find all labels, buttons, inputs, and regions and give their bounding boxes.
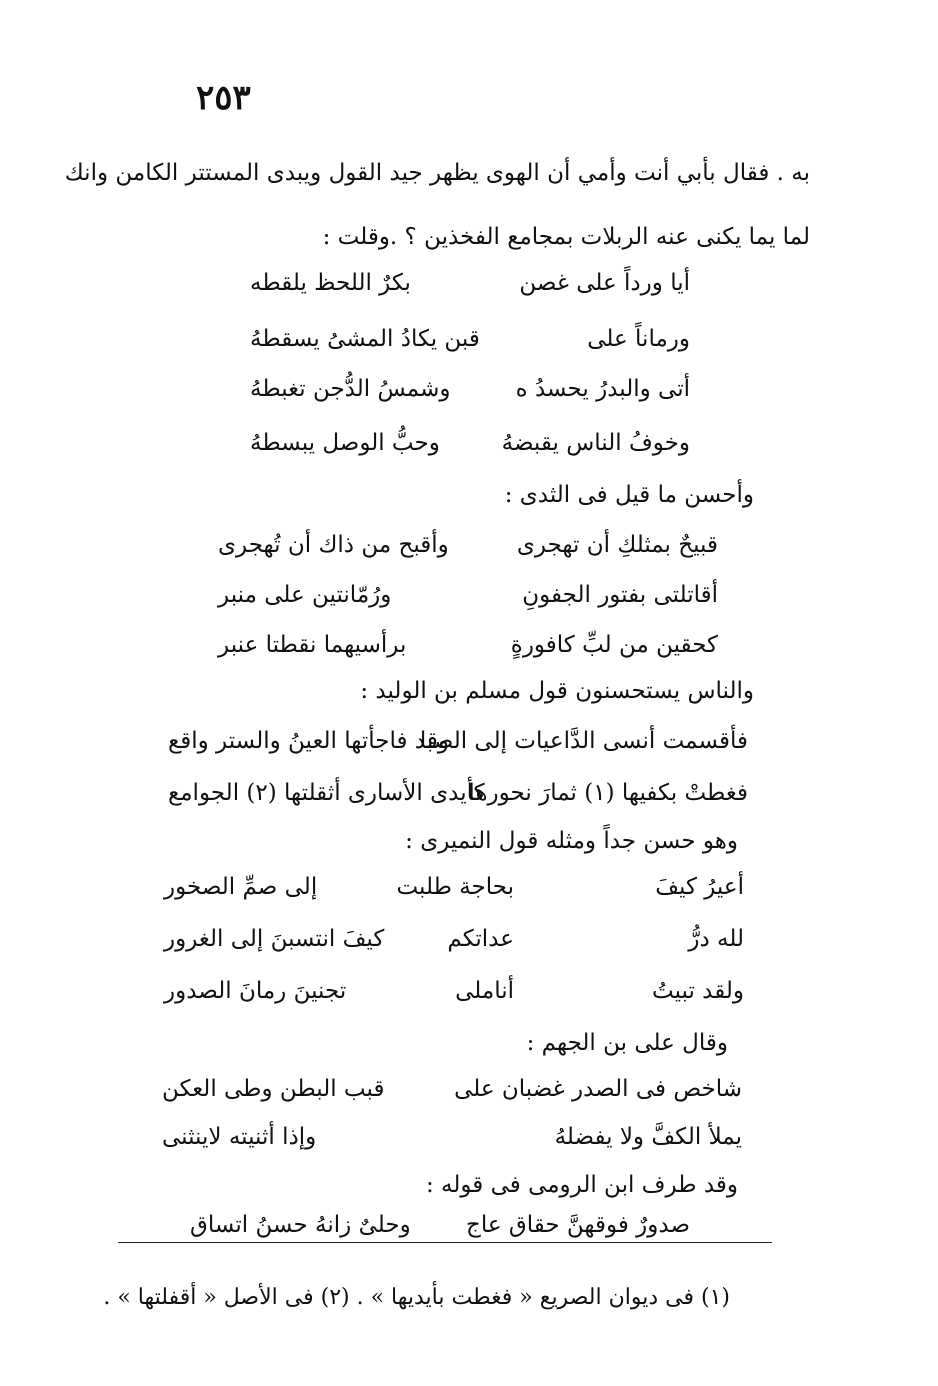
verse-hemistich-first: كحقين من لبِّ كافورةٍ [510, 632, 718, 658]
verse-hemistich-second: قبن يكادُ المشىُ يسقطهُ [250, 326, 480, 352]
verse-hemistich-second: وشمسُ الدُّجن تغبطهُ [250, 376, 451, 402]
verse-hemistich-first: يملأ الكفَّ ولا يفضلهُ [554, 1124, 742, 1150]
verse-hemistich-second: وإذا أثنيته لاينثنى [162, 1124, 317, 1150]
verse-hemistich-first: صدورٌ فوقهنَّ حقاق عاج [465, 1212, 690, 1238]
verse-hemistich-second: وحلىٌ زانهُ حسنُ اتساق [190, 1212, 411, 1238]
verse-hemistich-second: ورُمّانتين على منبر [218, 582, 392, 608]
verse-column-last: تجنينَ رمانَ الصدور [164, 978, 347, 1004]
prose-line-1: به . فقال بأبي أنت وأمي أن الهوى يظهر جيد القول ويبدى المستتر الكامن وانك [64, 160, 810, 186]
poem-intro: وقال على بن الجهم : [526, 1030, 728, 1056]
verse-column-middle: بحاجة طلبت [396, 874, 514, 900]
verse-column-first: أعيرُ كيفَ [655, 874, 744, 900]
poem-intro: وهو حسن جداً ومثله قول النميرى : [405, 828, 738, 854]
verse-hemistich-first: فأقسمت أنسى الدَّاعيات إلى الصبا [419, 728, 748, 754]
verse-column-first: لله درُّ [688, 926, 744, 952]
verse-hemistich-first: قبيحٌ بمثلكِ أن تهجرى [516, 532, 718, 558]
verse-column-last: إلى صمِّ الصخور [164, 874, 318, 900]
verse-column-first: ولقد تبيتُ [652, 978, 744, 1004]
verse-hemistich-second: قبب البطن وطى العكن [162, 1076, 385, 1102]
verse-hemistich-second: كأيدى الأسارى أثقلتها (٢) الجوامع [168, 780, 485, 806]
verse-hemistich-first: ورماناً على [587, 326, 690, 352]
verse-hemistich-first: فغطتْ بكفيها (١) ثمارَ نحورها [468, 780, 748, 806]
verse-column-middle: أناملى [455, 978, 514, 1004]
verse-hemistich-first: أتى والبدرُ يحسدُ ه [515, 376, 690, 402]
footnote-divider [118, 1242, 772, 1243]
verse-hemistich-first: شاخص فى الصدر غضبان على [454, 1076, 742, 1102]
poem-intro: وقد طرف ابن الرومى فى قوله : [426, 1172, 738, 1198]
verse-hemistich-first: أقاتلتى بفتور الجفونِ [522, 582, 718, 608]
verse-hemistich-second: برأسيهما نقطتا عنبر [218, 632, 407, 658]
verse-hemistich-second: وحبُّ الوصل يبسطهُ [250, 430, 440, 456]
poem-intro: والناس يستحسنون قول مسلم بن الوليد : [360, 678, 754, 704]
verse-column-last: كيفَ انتسبنَ إلى الغرور [164, 926, 385, 952]
poem-intro: وأحسن ما قيل فى الثدى : [504, 482, 754, 508]
verse-hemistich-second: وأقبح من ذاك أن تُهجرى [218, 532, 449, 558]
verse-hemistich-second: وقد فاجأتها العينُ والستر واقع [168, 728, 449, 754]
verse-hemistich-first: وخوفُ الناس يقبضهُ [501, 430, 690, 456]
verse-column-middle: عداتكم [447, 926, 514, 952]
verse-hemistich-second: بكرٌ اللحظ يلقطه [250, 270, 411, 296]
verse-hemistich-first: أيا ورداً على غصن [519, 270, 690, 296]
page-number: ٢٥٣ [196, 78, 251, 118]
footnote: (١) فى ديوان الصريع « فغطت بأيديها » . (٢) فى الأصل « أقفلتها » . [103, 1285, 730, 1310]
prose-line-2: لما يما يكنى عنه الربلات بمجامع الفخذين ؟ .وقلت : [322, 224, 810, 250]
